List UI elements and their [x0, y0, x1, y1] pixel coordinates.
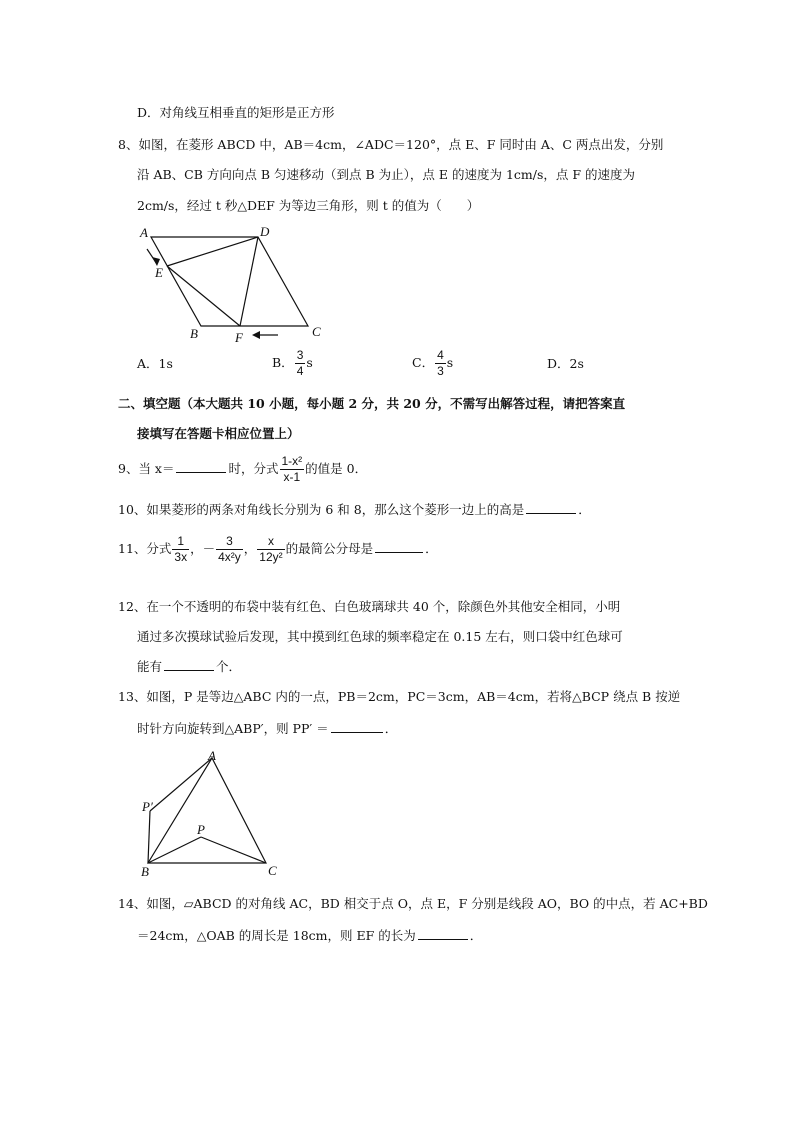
segment-pc [201, 837, 266, 863]
q8-option-b: B． $\frac{3}{4}$ s [272, 348, 313, 378]
rhombus-abcd [151, 237, 308, 326]
arrow-f-head [252, 331, 260, 339]
q13-triangle-figure [135, 748, 285, 883]
section-2-heading: 二、填空题（本大题共 10 小题，每小题 2 分，共 20 分，不需写出解答过程，请把答案直 [118, 396, 626, 411]
segment-fd [240, 237, 258, 326]
q14-answer-blank[interactable] [418, 926, 468, 940]
label-c: C [312, 324, 321, 339]
label-c: C [268, 863, 277, 878]
q11: 11、分式 $\frac{1}{3x}$ ，－ $\frac{3}{\text{4x²y}}$ ， $\frac{x}{\text{12y²}}$ 的最简公分母是 ． [118, 534, 438, 564]
triangle-abc [148, 758, 266, 863]
q13-line-2: 时针方向旋转到△ABP′，则 PP′ ＝ ． [137, 721, 398, 736]
q8-option-d: D．2s [547, 356, 584, 371]
segment-ef [167, 266, 240, 326]
q12-answer-blank[interactable] [164, 657, 214, 671]
label-p: P [197, 822, 205, 837]
q10: 10、如果菱形的两条对角线长分别为 6 和 8，那么这个菱形一边上的高是 ． [118, 502, 591, 517]
q14-line-1: 14、如图，▱ABCD 的对角线 AC，BD 相交于点 O，点 E，F 分别是线段 AO，BO 的中点，若 AC+BD [118, 896, 708, 911]
q13-answer-blank[interactable] [331, 719, 383, 733]
q8-option-c: C． $\frac{4}{3}$ s [412, 348, 454, 378]
q12-line-2: 通过多次摸球试验后发现，其中摸到红色球的频率稳定在 0.15 左右，则口袋中红色球可 [137, 629, 623, 644]
q12-line-1: 12、在一个不透明的布袋中装有红色、白色玻璃球共 40 个，除颜色外其他安全相同，小明 [118, 599, 621, 614]
q9: 9、当 x＝ 时，分式 $\frac{\text{1-x²}}{x-1}$ 的值是 0． [118, 454, 368, 484]
segment-ed [167, 237, 258, 266]
q8-line-1: 8、如图，在菱形 ABCD 中，AB＝4cm，∠ADC＝120°，点 E、F 同时由 A、C 两点出发，分别 [118, 137, 664, 152]
segment-p1a [150, 758, 212, 811]
label-e: E [155, 265, 163, 280]
label-a: A [140, 225, 148, 240]
label-a: A [208, 748, 216, 763]
q8-line-3: 2cm/s，经过 t 秒△DEF 为等边三角形，则 t 的值为（ ） [137, 198, 480, 213]
section-2-heading-cont: 接填写在答题卡相应位置上） [137, 426, 300, 441]
q8-rhombus-figure [130, 222, 340, 347]
q9-answer-blank[interactable] [176, 459, 226, 473]
q8-line-2: 沿 AB、CB 方向向点 B 匀速移动（到点 B 为止），点 E 的速度为 1cm/s，点 F 的速度为 [137, 167, 636, 182]
label-p-prime: P′ [142, 799, 153, 814]
q12-line-3: 能有 个． [137, 659, 242, 674]
q11-answer-blank[interactable] [375, 539, 423, 553]
q7-option-d: D．对角线互相垂直的矩形是正方形 [137, 105, 335, 120]
label-b: B [141, 864, 149, 879]
label-d: D [260, 224, 270, 239]
q14-line-2: ＝24cm，△OAB 的周长是 18cm，则 EF 的长为 ． [137, 928, 483, 943]
label-b: B [190, 326, 198, 341]
q13-line-1: 13、如图，P 是等边△ABC 内的一点，PB＝2cm，PC＝3cm，AB＝4cm，若将△BCP 绕点 B 按逆 [118, 689, 681, 704]
q10-answer-blank[interactable] [526, 500, 576, 514]
label-f: F [235, 330, 243, 345]
segment-bp1 [148, 811, 150, 863]
q8-option-a: A．1s [137, 356, 173, 371]
